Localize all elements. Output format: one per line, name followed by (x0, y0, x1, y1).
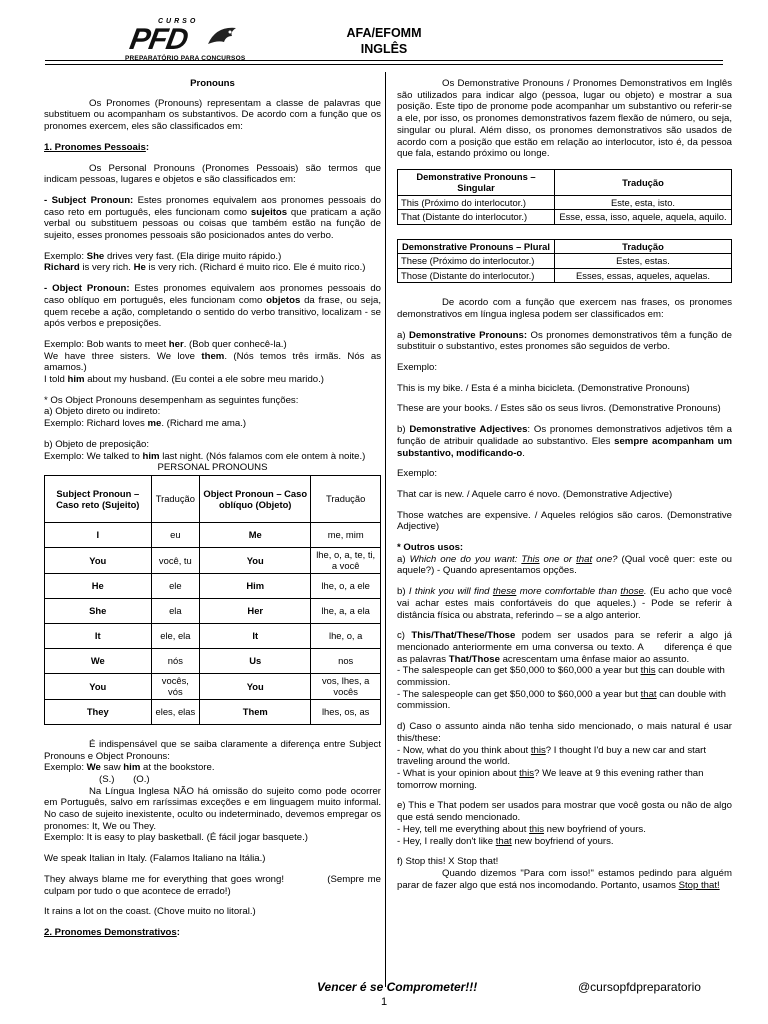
table-cell: eu (151, 522, 200, 547)
table-cell: lhes, os, as (311, 699, 381, 724)
table-cell: I (45, 522, 152, 547)
example-rain: It rains a lot on the coast. (Chove muito no litoral.) (44, 906, 256, 918)
table-cell: lhe, o, a (311, 623, 381, 648)
logo-curso: CURSO (158, 18, 199, 25)
object-functions-intro: * Os Object Pronouns desempenham as seguintes funções: (44, 394, 299, 406)
table-cell: nos (311, 648, 381, 673)
table-cell: vos, lhes, a vocês (311, 673, 381, 699)
page-header (0, 0, 768, 70)
example-blame: They always blame me for everything that goes wrong! (Sempre me culpam por tudo o que acontece de errado!) (44, 873, 384, 897)
example-label: Exemplo: (397, 362, 437, 374)
demonstrative-pronouns-def: a) Demonstrative Pronouns: Os pronomes demonstrativos têm a função de substituir o substantivo, estes pronomes são seguidos de verbo. (397, 329, 732, 353)
table-cell: nós (151, 648, 200, 673)
table-cell: Esses, essas, aqueles, aquelas. (554, 268, 731, 282)
other-use-f: f) Stop this! X Stop that! (397, 856, 499, 868)
table-cell: You (200, 547, 311, 573)
table-cell: It (200, 623, 311, 648)
logo-brand: PFD (127, 23, 191, 56)
table-cell: You (200, 673, 311, 699)
table-cell: Me (200, 522, 311, 547)
table-cell: They (45, 699, 152, 724)
function-a-example: Exemplo: Richard loves me. (Richard me ama.) (44, 418, 247, 430)
subject-object-markers: (S.) (O.) (99, 773, 150, 785)
example-richard: Richard is very rich. He is very rich. (Richard é muito rico. Ele é muito rico.) (44, 262, 366, 274)
other-use-d-example-2: - What is your opinion about this? We leave at 9 this evening rather than tomorrow morning. (397, 768, 704, 791)
table-header: Tradução (311, 475, 381, 522)
demonstrative-singular-table (397, 169, 732, 225)
function-b: b) Objeto de preposição: (44, 438, 150, 450)
table-row (398, 254, 732, 268)
function-a: a) Objeto direto ou indireto: (44, 406, 161, 418)
difference-example: Exemplo: We saw him at the bookstore. (44, 762, 215, 774)
header-rule-top (45, 60, 723, 61)
section-heading-pronouns: Pronouns (190, 78, 235, 89)
column-divider (385, 72, 386, 987)
table-cell: That (Distante do interlocutor.) (398, 210, 555, 224)
table-header: Tradução (151, 475, 200, 522)
table-row (45, 598, 381, 623)
table-cell: lhe, o, a ele (311, 573, 381, 598)
table-cell: It (45, 623, 152, 648)
left-column (44, 78, 384, 948)
table-cell: lhe, o, a, te, ti, a você (311, 547, 381, 573)
right-column (397, 78, 735, 900)
table-cell: Them (200, 699, 311, 724)
table-header: Subject Pronoun – Caso reto (Sujeito) (45, 475, 152, 522)
table-row (45, 522, 381, 547)
table-cell: She (45, 598, 152, 623)
personal-pronouns-table (44, 475, 381, 725)
demonstrative-intro: Os Demonstrative Pronouns / Pronomes Demonstrativos em Inglês são utilizados para indicar algo (pessoa, lugar ou objeto) e mostrar a sua posição. Este tipo de pronome pode acompanhar um substantivo ou referir-se a ele, por isso, os pronomes demonstrativos fazem flexão de número, ou seja, singular ou plural. Além disso, os pronomes demonstrativos são usados de acordo com a posição que estão em relação ao interlocutor, isto é, da pessoa que fala, estando próximo ou longe. (397, 78, 732, 160)
footer-social-handle: @cursopfdpreparatorio (578, 980, 701, 994)
table-cell: Him (200, 573, 311, 598)
logo-tagline: PREPARATÓRIO PARA CONCURSOS (125, 55, 246, 62)
table-row (398, 268, 732, 282)
omission-paragraph: Na Língua Inglesa NÃO há omissão do sujeito como pode ocorrer em Português, salvo em raríssimas exceções e em linguagem muito informal. No caso de sujeito inexistente, oculto ou indeterminado, devemos empregar os pronomes: It, We ou They. (44, 785, 381, 832)
other-uses-heading: * Outros usos: (397, 542, 464, 554)
demonstrative-adjectives-def: b) Demonstrative Adjectives: Os pronomes demonstrativos adjetivos têm a função de atribuir qualidade ao substantivo. Eles sempre acompanham um substantivo, modificando-o. (397, 424, 732, 459)
section-heading-demonstrative: 2. Pronomes Demonstrativos: (44, 927, 180, 938)
table-cell: You (45, 547, 152, 573)
object-pronoun-paragraph: - Object Pronoun: Estes pronomes equivalem aos pronomes pessoais do caso oblíquo em português, eles funcionam como objetos da frase, ou seja, quem recebe a ação, completando o sentido do verbo transitivo, localizam - se após verbos e preposições. (44, 283, 382, 330)
table-cell: Those (Distante do interlocutor.) (398, 268, 555, 282)
page-title: AFA/EFOMM (346, 26, 422, 40)
section-heading-personal: 1. Pronomes Pessoais: (44, 141, 150, 153)
table-header: Demonstrative Pronouns – Singular (398, 169, 555, 195)
header-rule-bottom (45, 64, 723, 65)
table-cell: Her (200, 598, 311, 623)
example-label: Exemplo: (397, 468, 437, 480)
table-cell: ele, ela (151, 623, 200, 648)
example-she: Exemplo: She drives very fast. (Ela dirige muito rápido.) (44, 250, 282, 262)
other-use-d: d) Caso o assunto ainda não tenha sido mencionado, o mais natural é usar this/these: (397, 721, 732, 744)
example-italy: We speak Italian in Italy. (Falamos Italiano na Itália.) (44, 853, 266, 865)
other-use-a: a) Which one do you want: This one or that one? (Qual você quer: este ou aquele?) - Quando apresentamos opções. (397, 553, 732, 577)
example-books: These are your books. / Estes são os seus livros. (Demonstrative Pronouns) (397, 403, 721, 415)
table-row (45, 547, 381, 573)
table-header: Demonstrative Pronouns – Plural (398, 239, 555, 253)
table-row (45, 699, 381, 724)
example-bob: Exemplo: Bob wants to meet her. (Bob quer conhecê-la.) (44, 338, 287, 350)
difference-paragraph: É indispensável que se saiba claramente a diferença entre Subject Pronouns e Object Pronouns: (44, 738, 381, 762)
other-use-e: e) This e That podem ser usados para mostrar que você gosta ou não de algo que está sendo mencionado. (397, 800, 732, 824)
personal-pronouns-paragraph: Os Personal Pronouns (Pronomes Pessoais) são termos que indicam pessoas, lugares e objetos e são classificados em: (44, 162, 381, 186)
table-cell: You (45, 673, 152, 699)
other-use-c-example-1: - The salespeople can get $50,000 to $60,000 a year but this can double with commission. (397, 665, 725, 689)
table-cell: Este, esta, isto. (554, 195, 731, 209)
table-cell: He (45, 573, 152, 598)
example-watches: Those watches are expensive. / Aqueles relógios são caros. (Demonstrative Adjective) (397, 509, 732, 533)
table-row (398, 195, 732, 209)
table-row (45, 573, 381, 598)
table-row (45, 623, 381, 648)
table-cell: ela (151, 598, 200, 623)
footer-motto: Vencer é se Comprometer!!! (317, 980, 478, 994)
other-use-e-example-2: - Hey, I really don't like that new boyfriend of yours. (397, 835, 614, 847)
table-header: Tradução (554, 239, 731, 253)
example-bike: This is my bike. / Esta é a minha bicicleta. (Demonstrative Pronouns) (397, 382, 690, 394)
personal-pronouns-caption: PERSONAL PRONOUNS (157, 462, 268, 474)
table-cell: This (Próximo do interlocutor.) (398, 195, 555, 209)
table-cell: These (Próximo do interlocutor.) (398, 254, 555, 268)
table-header: Object Pronoun – Caso oblíquo (Objeto) (200, 475, 311, 522)
subject-pronoun-paragraph: - Subject Pronoun: Estes pronomes equivalem aos pronomes pessoais do caso reto em português, eles funcionam como sujeitos que praticam a ação verbal ou substituem pessoas ou coisas que também estão na função de sujeito, esses pronomes pessoais são posicionados antes do verbo. (44, 194, 381, 242)
table-row (398, 210, 732, 224)
page-subtitle: INGLÊS (360, 42, 408, 56)
table-header: Tradução (554, 169, 731, 195)
table-cell: Esse, essa, isso, aquele, aquela, aquilo. (554, 210, 731, 224)
table-cell: lhe, a, a ela (311, 598, 381, 623)
table-cell: eles, elas (151, 699, 200, 724)
intro-paragraph: Os Pronomes (Pronouns) representam a classe de palavras que substituem ou acompanham os substantivos. De acordo com a função que os pronomes exercem, eles são classificados em: (44, 97, 381, 133)
other-use-c-example-2: - The salespeople can get $50,000 to $60,000 a year but that can double with commission. (397, 688, 726, 712)
other-use-e-example-1: - Hey, tell me everything about this new boyfriend of yours. (397, 823, 646, 835)
table-cell: We (45, 648, 152, 673)
table-cell: me, mim (311, 522, 381, 547)
table-row (45, 648, 381, 673)
other-use-d-example-1: - Now, what do you think about this? I thought I'd buy a new car and start traveling around the world. (397, 744, 707, 768)
other-use-c: c) This/That/These/Those podem ser usados para se referir a algo já mencionado anteriormente em uma conversa ou texto. A diferença é que as palavras That/Those acrescentam uma ênfase maior ao assunto. (397, 630, 735, 665)
other-use-b: b) I think you will find these more comfortable than those. (Eu acho que você vai achar estes mais confortáveis do que aqueles.) - Pode se referir à distância física ou abstrata, referindo – se a algo anterior. (397, 586, 732, 621)
function-b-example: Exemplo: We talked to him last night. (Nós falamos com ele ontem à noite.) (44, 450, 366, 462)
table-row (45, 673, 381, 699)
demonstrative-plural-table (397, 239, 732, 283)
example-sisters: We have three sisters. We love them. (Nós temos três irmãs. Nós as amamos.) (44, 350, 381, 374)
table-cell: Estes, estas. (554, 254, 731, 268)
page-number: 1 (380, 996, 388, 1008)
table-cell: Us (200, 648, 311, 673)
omission-example: Exemplo: It is easy to play basketball. (É fácil jogar basquete.) (44, 832, 308, 844)
example-car: That car is new. / Aquele carro é novo. (Demonstrative Adjective) (397, 488, 673, 500)
example-husband: I told him about my husband. (Eu contei a ele sobre meu marido.) (44, 374, 324, 386)
table-cell: você, tu (151, 547, 200, 573)
classification-paragraph: De acordo com a função que exercem nas frases, os pronomes demonstrativos em língua inglesa podem ser classificados em: (397, 297, 732, 320)
other-use-f-explanation: Quando dizemos "Para com isso!" estamos pedindo para alguém parar de fazer algo que está nos incomodando. Portanto, usamos Stop that! (397, 867, 732, 891)
table-cell: ele (151, 573, 200, 598)
table-cell: vocês, vós (151, 673, 200, 699)
